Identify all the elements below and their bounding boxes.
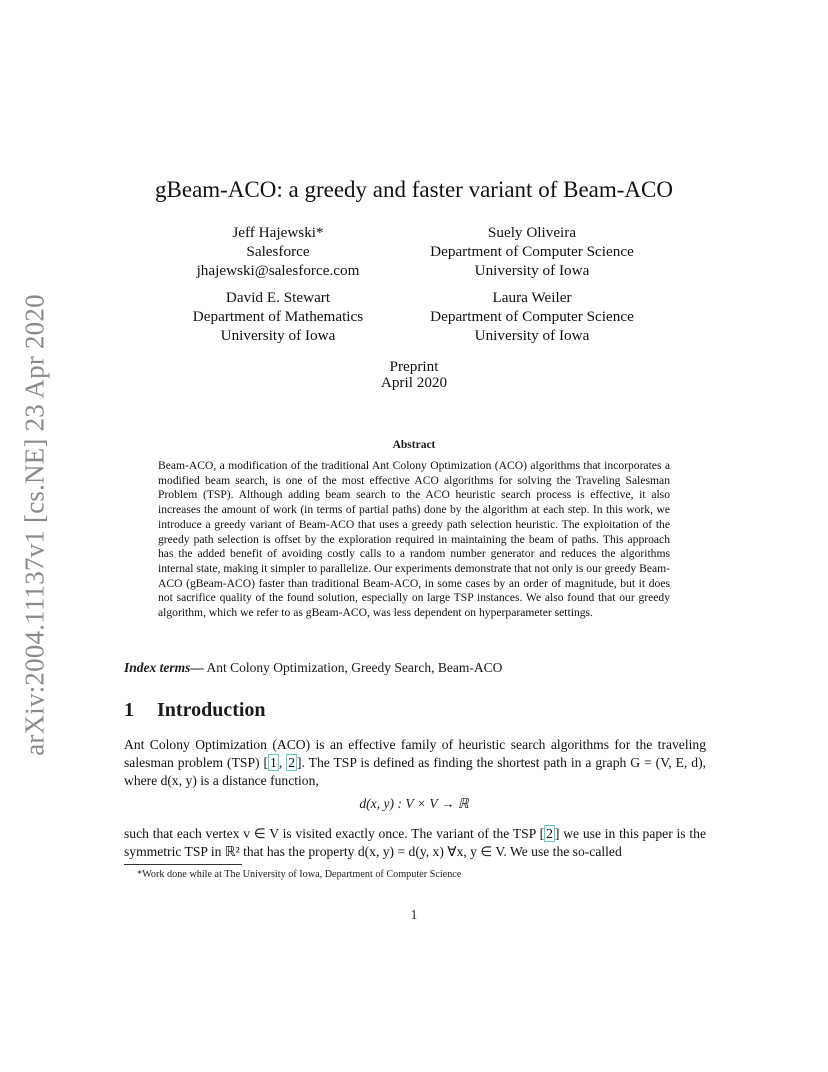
author-block-1 [178,223,378,280]
author-name: David E. Stewart [225,289,331,306]
body-text: such that each vertex v ∈ V is visited exactly once. The variant of the TSP [ [124,826,545,841]
body-text: Ant Colony Optimization (ACO) is an effective family of heuristic search algorithms for the traveling salesman problem (TSP) [ [124,737,706,770]
citation-link[interactable]: 1 [270,754,277,770]
author-block-3 [178,288,378,345]
author-institution: University of Iowa [474,327,590,344]
footnote: *Work done while at The University of Iowa, Department of Computer Science [137,869,462,880]
index-terms [124,659,714,676]
section-heading [124,699,266,722]
author-affiliation: Department of Computer Science [430,308,634,325]
author-block-4 [400,288,664,345]
body-paragraph-1 [124,736,706,789]
preprint-date: April 2020 [380,374,448,391]
author-institution: University of Iowa [220,327,336,344]
section-number: 1 [124,699,134,721]
author-name: Laura Weiler [492,289,572,306]
body-text: ]. The TSP is defined as finding the shortest path in a graph G = (V, E, d), where d(x, y) is a distance function, [124,754,707,788]
index-terms-label: Index terms— [124,660,204,675]
body-text: ] we use in this paper is the symmetric TSP in ℝ² that has the property d(x, y) = d(y, x) ∀x, y ∈ V. We use the so-called [124,826,706,859]
author-email: jhajewski@salesforce.com [196,262,360,279]
author-affiliation: Department of Mathematics [192,308,364,325]
page-number: 1 [410,907,418,922]
body-paragraph-2 [124,825,706,861]
arxiv-id-text: arXiv:2004.11137v1 [cs.NE] 23 Apr 2020 [19,294,50,756]
index-terms-text: Ant Colony Optimization, Greedy Search, Beam-ACO [206,660,503,675]
citation-link[interactable]: 2 [288,754,295,770]
author-affiliation: Department of Computer Science [430,243,634,260]
abstract-text: Beam-ACO, a modification of the traditional Ant Colony Optimization (ACO) algorithms that incorporates a modified beam search, is one of the most effective ACO algorithms for solving the Traveling Salesman Problem (TSP). Although adding beam search to the ACO heuristic search process is effective, it also increases the amount of work (in terms of partial paths) done by the algorithm at each step. In this work, we introduce a greedy variant of Beam-ACO that uses a greedy path selection heuristic. The exploitation of the greedy path selection is offset by the exploration required in maintaining the beam of paths. This approach has the added benefit of avoiding costly calls to a random number generator and reduces the algorithms internal state, making it simpler to parallelize. Our experiments demonstrate that not only is our greedy Beam-ACO (gBeam-ACO) faster than traditional Beam-ACO, in some cases by an order of magnitude, but it does not sacrifice quality of the found solution, especially on large TSP instances. We also found that our greedy algorithm, which we refer to as gBeam-ACO, was less dependent on hyperparameter settings. [158,459,670,620]
author-name: Suely Oliveira [487,224,577,241]
author-institution: University of Iowa [474,262,590,279]
body-text: , [278,754,287,770]
author-block-2 [400,223,664,280]
author-name: Jeff Hajewski* [232,224,324,241]
citation-link[interactable]: 2 [546,826,553,841]
equation: d(x, y) : V × V → ℝ [359,796,469,811]
footnote-rule [124,864,242,865]
section-title: Introduction [157,699,266,721]
preprint-label: Preprint [389,358,439,375]
paper-title: gBeam-ACO: a greedy and faster variant of Beam-ACO [155,177,673,202]
author-affiliation: Salesforce [246,243,310,260]
abstract-heading: Abstract [392,439,436,451]
